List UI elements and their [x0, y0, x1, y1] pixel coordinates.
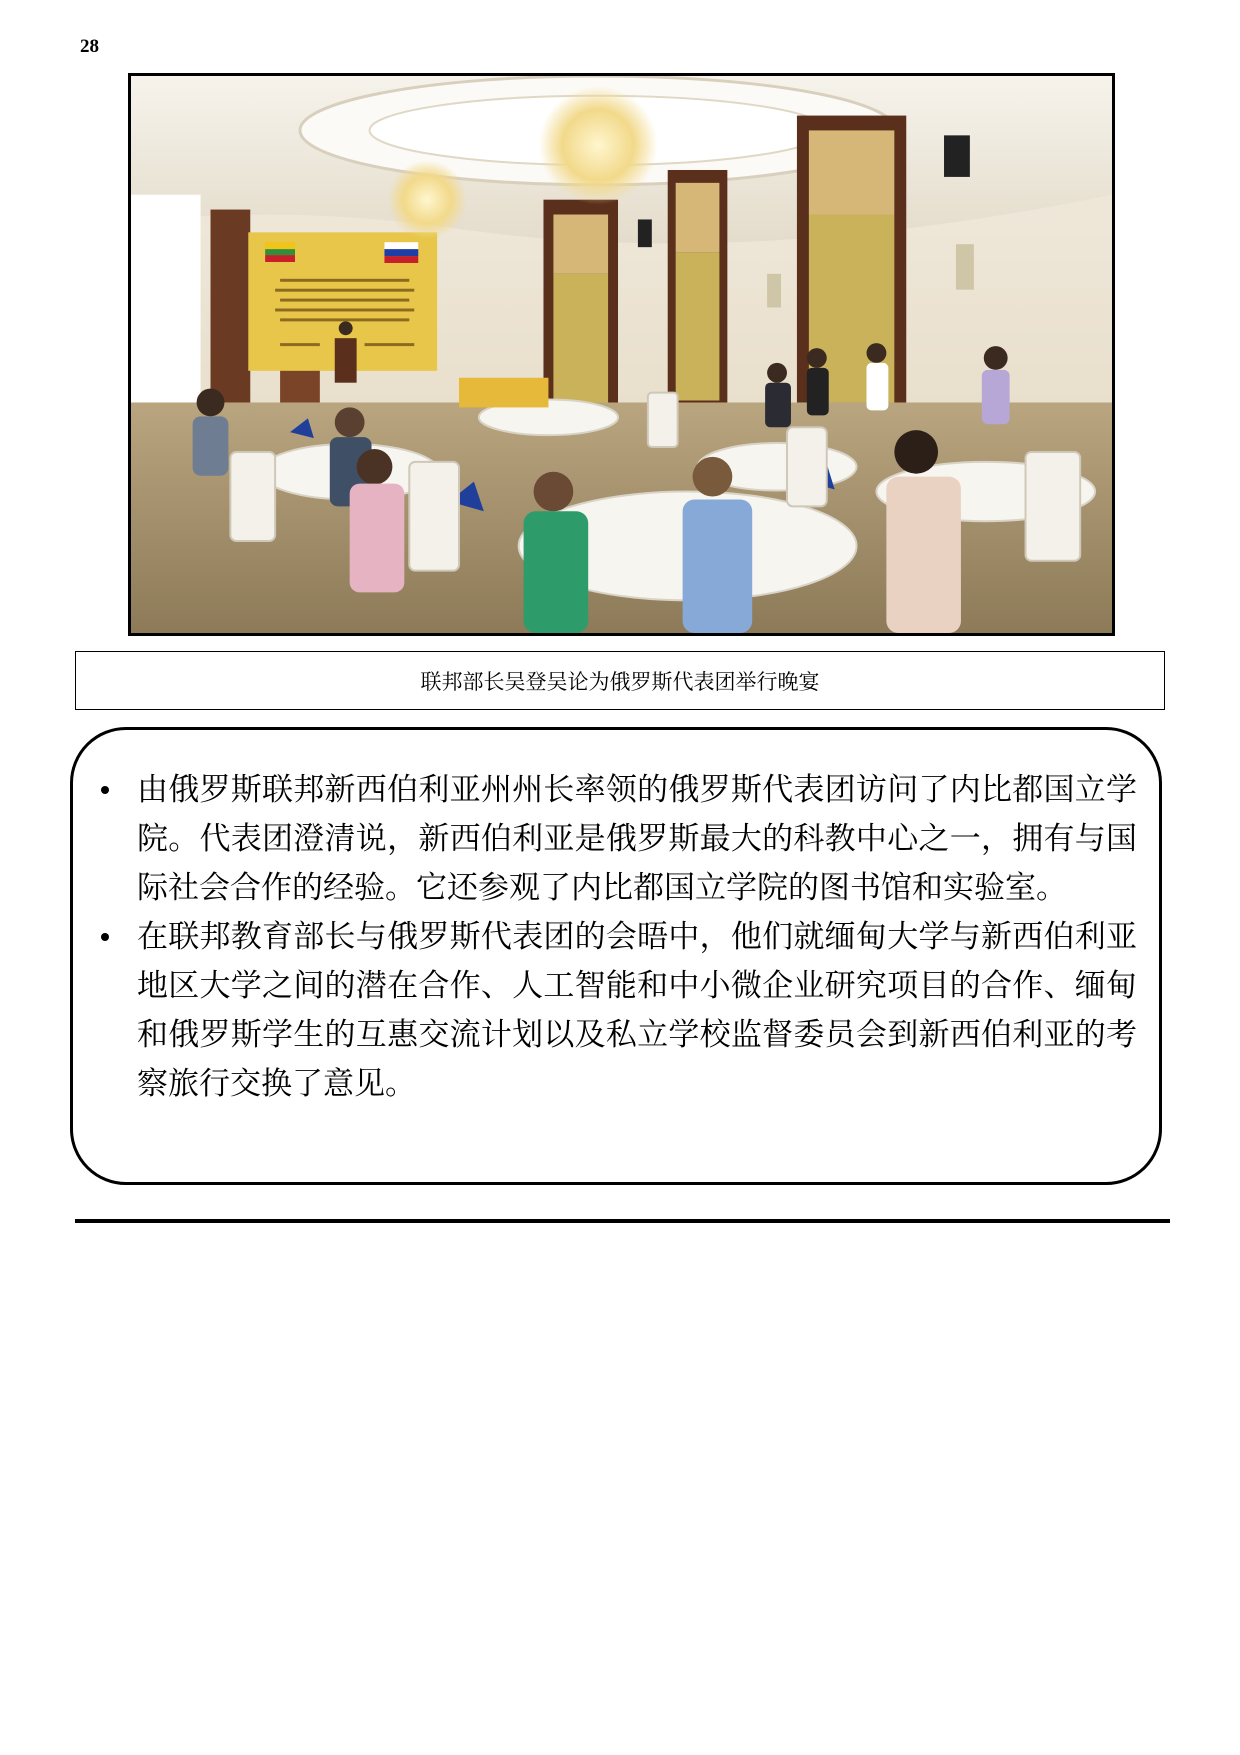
info-list: [93, 766, 1137, 1109]
list-item: [93, 913, 1137, 1109]
banquet-photo-illustration: [131, 76, 1112, 633]
bullet-icon: [101, 933, 109, 941]
page-number: 28: [80, 36, 99, 57]
photo-caption: 联邦部长吴登吴论为俄罗斯代表团举行晚宴: [75, 651, 1165, 710]
list-item-text: 由俄罗斯联邦新西伯利亚州州长率领的俄罗斯代表团访问了内比都国立学院。代表团澄清说，新西伯利亚是俄罗斯最大的科教中心之一，拥有与国际社会合作的经验。它还参观了内比都国立学院的图书馆和实验室。: [137, 772, 1137, 906]
list-item: [93, 766, 1137, 913]
bullet-icon: [101, 786, 109, 794]
list-item-text: 在联邦教育部长与俄罗斯代表团的会晤中，他们就缅甸大学与新西伯利亚地区大学之间的潜在合作、人工智能和中小微企业研究项目的合作、缅甸和俄罗斯学生的互惠交流计划以及私立学校监督委员会到新西伯利亚的考察旅行交换了意见。: [137, 919, 1137, 1102]
info-box: [70, 727, 1162, 1185]
banquet-photo: [128, 73, 1115, 636]
bottom-divider: [75, 1219, 1170, 1223]
